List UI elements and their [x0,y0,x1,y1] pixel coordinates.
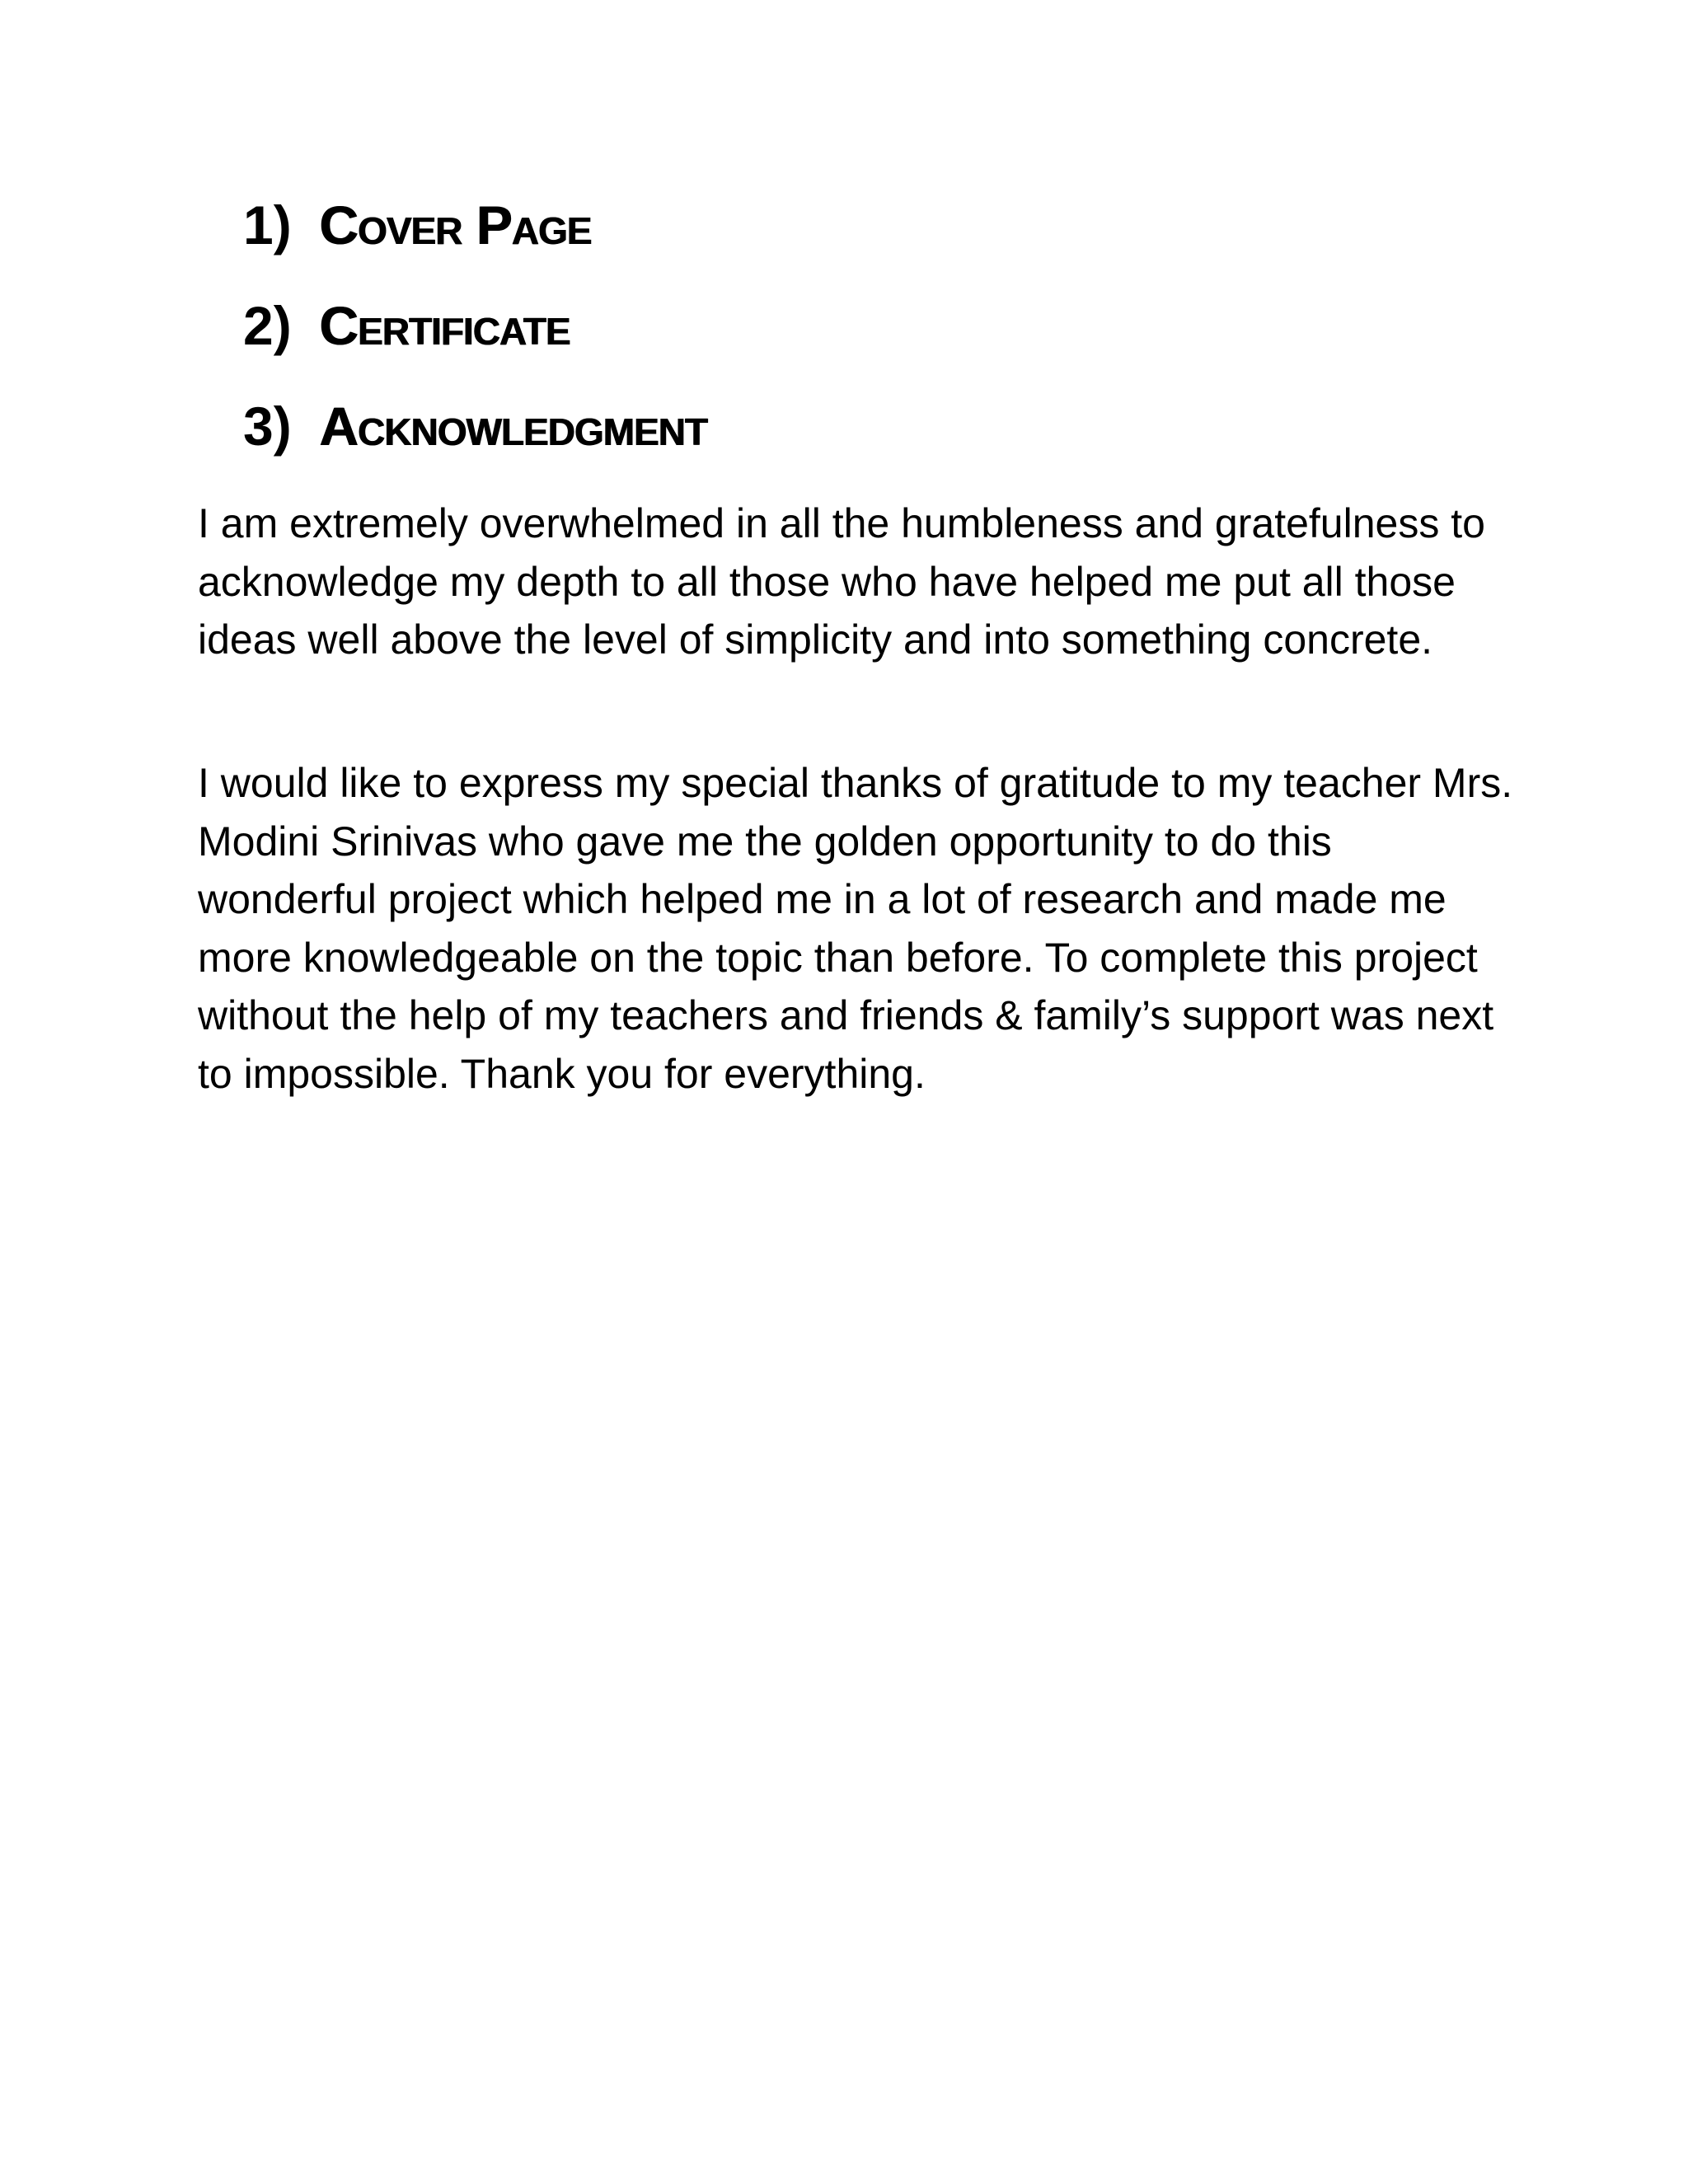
contents-item-title: Certificate [319,295,570,356]
contents-list [243,194,707,499]
contents-item-acknowledgment [243,396,707,499]
contents-item-number: 2) [243,295,292,356]
contents-item-certificate [243,295,707,399]
contents-item-number: 1) [243,194,292,255]
contents-item-cover-page [243,194,707,298]
contents-item-title: Cover Page [319,194,592,255]
contents-item-number: 3) [243,396,292,457]
acknowledgment-paragraph-1: I am extremely overwhelmed in all the humbleness and gratefulness to acknowledge my depth to all those who have helped me put all those ideas well above the level of simplicity and into something concrete. [198,500,1485,663]
contents-item-title: Acknowledgment [319,396,707,457]
acknowledgment-paragraph-2: I would like to express my special thanks of gratitude to my teacher Mrs. Modini Srinivas who gave me the golden opportunity to do this wonderful project which helped me in a lot of research and made me more knowledgeable on the topic than before. To complete this project without the help of my teachers and friends & family’s support was next to impossible. Thank you for everything. [198,760,1513,1097]
